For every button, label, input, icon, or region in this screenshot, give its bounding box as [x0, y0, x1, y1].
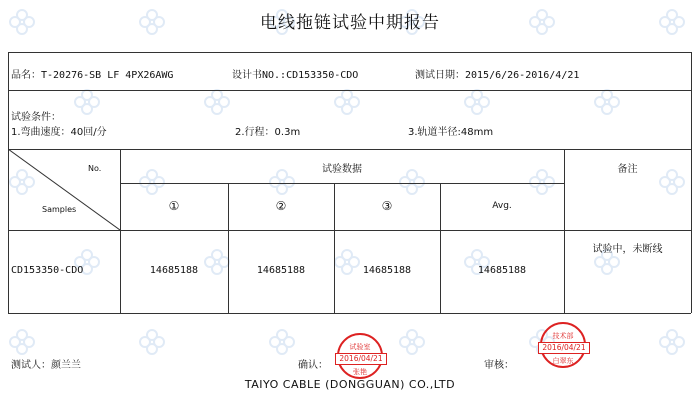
- watermark-icon: [659, 329, 685, 355]
- watermark-icon: [139, 329, 165, 355]
- column-header: ③: [381, 199, 393, 213]
- data-cell-average: 14685188: [477, 265, 527, 276]
- data-cell: 14685188: [256, 265, 306, 276]
- conditions-heading: 试验条件：: [11, 112, 61, 123]
- rule-line: [8, 52, 691, 53]
- condition-speed: 1.弯曲速度：40回/分: [11, 127, 107, 138]
- rule-line: [691, 52, 692, 313]
- review-label: 审核：: [484, 360, 514, 371]
- lab-seal-stamp: 试验室 2016/04/21 张艳: [337, 333, 383, 379]
- remark-text: 试验中，未断线: [592, 244, 663, 255]
- rule-line: [8, 90, 691, 91]
- watermark-icon: [399, 329, 425, 355]
- remarks-heading: 备注: [617, 164, 638, 175]
- diagonal-label-samples: Samples: [42, 205, 77, 214]
- data-cell: 14685188: [362, 265, 412, 276]
- watermark-icon: [269, 329, 295, 355]
- condition-radius: 3.轨道半径:48mm: [408, 127, 494, 138]
- watermark-icon: [594, 89, 620, 115]
- watermark-icon: [464, 89, 490, 115]
- product-name: 品名：T-20276-SB LF 4PX26AWG: [11, 70, 174, 81]
- document-title: 电线拖链试验中期报告: [260, 13, 440, 33]
- column-header: ②: [275, 199, 287, 213]
- column-header: ①: [168, 199, 180, 213]
- rule-line: [8, 313, 691, 314]
- tester-label: 测试人：颜兰兰: [11, 360, 81, 371]
- diagonal-divider: [8, 149, 120, 230]
- diagonal-label-no: No.: [88, 164, 102, 173]
- watermark-icon: [204, 89, 230, 115]
- watermark-icon: [334, 89, 360, 115]
- data-heading: 试验数据: [322, 164, 362, 175]
- column-header: Avg.: [492, 201, 512, 211]
- condition-stroke: 2.行程：0.3m: [235, 127, 301, 138]
- tech-dept-seal-stamp: 技术部 2016/04/21 白翠东: [540, 322, 586, 368]
- rule-line: [120, 183, 564, 184]
- design-book-number: 设计书NO.:CD153350-CDO: [232, 70, 359, 81]
- company-name: TAIYO CABLE (DONGGUAN) CO.,LTD: [244, 378, 456, 391]
- watermark-icon: [74, 89, 100, 115]
- confirm-label: 确认：: [298, 360, 328, 371]
- rule-line: [8, 230, 691, 231]
- data-cell: 14685188: [149, 265, 199, 276]
- sample-id: CD153350-CDO: [11, 265, 84, 276]
- watermark-icon: [9, 329, 35, 355]
- test-date: 测试日期：2015/6/26-2016/4/21: [415, 70, 580, 81]
